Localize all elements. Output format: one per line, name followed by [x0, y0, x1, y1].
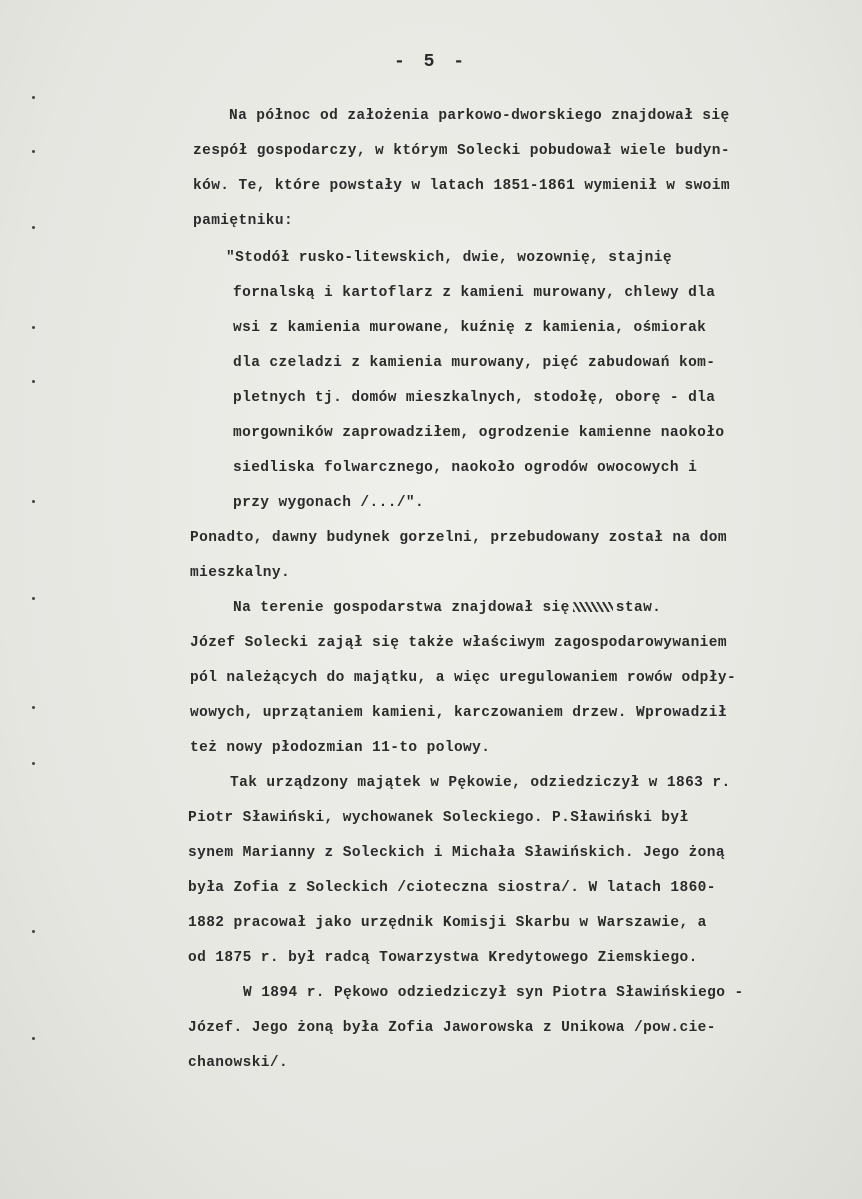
- quote-line: pletnych tj. domów mieszkalnych, stodołę, oborę - dla: [233, 390, 716, 406]
- text-line: mieszkalny.: [190, 565, 291, 581]
- margin-mark: [32, 96, 35, 99]
- page-number: - 5 -: [393, 52, 468, 72]
- strikeout-mark: [573, 602, 613, 612]
- quote-line: siedliska folwarcznego, naokoło ogrodów owocowych i: [233, 460, 698, 476]
- text-line: Na północ od założenia parkowo-dworskiego znajdował się: [229, 108, 730, 124]
- text-line: Józef. Jego żoną była Zofia Jaworowska z Unikowa /pow.cie-: [188, 1020, 716, 1036]
- margin-mark: [32, 500, 35, 503]
- text-line: chanowski/.: [188, 1055, 289, 1071]
- text-line: synem Marianny z Soleckich i Michała Sławińskich. Jego żoną: [188, 845, 725, 861]
- text-line: od 1875 r. był radcą Towarzystwa Kredytowego Ziemskiego.: [188, 950, 698, 966]
- quote-line: wsi z kamienia murowane, kuźnię z kamienia, ośmiorak: [233, 320, 707, 336]
- margin-mark: [32, 597, 35, 600]
- margin-mark: [32, 930, 35, 933]
- quote-line: przy wygonach /.../".: [233, 495, 425, 511]
- margin-mark: [32, 150, 35, 153]
- text-line: pól należących do majątku, a więc uregulowaniem rowów odpły-: [190, 670, 737, 686]
- text-line: też nowy płodozmian 11-to polowy.: [190, 740, 491, 756]
- text-segment: staw.: [615, 600, 662, 616]
- text-line: W 1894 r. Pękowo odziedziczył syn Piotra Sławińskiego -: [243, 985, 744, 1001]
- text-line: Piotr Sławiński, wychowanek Soleckiego. P.Sławiński był: [188, 810, 689, 826]
- text-line: była Zofia z Soleckich /cioteczna siostra/. W latach 1860-: [188, 880, 716, 896]
- margin-mark: [32, 380, 35, 383]
- text-line: Tak urządzony majątek w Pękowie, odziedziczył w 1863 r.: [230, 775, 731, 791]
- margin-mark: [32, 762, 35, 765]
- text-line: ków. Te, które powstały w latach 1851-1861 wymienił w swoim: [193, 178, 730, 194]
- text-line: zespół gospodarczy, w którym Solecki pobudował wiele budyn-: [193, 143, 730, 159]
- text-segment: Na terenie gospodarstwa znajdował się: [233, 600, 570, 616]
- margin-mark: [32, 326, 35, 329]
- quote-line: "Stodół rusko-litewskich, dwie, wozownię, stajnię: [226, 250, 672, 266]
- margin-mark: [32, 1037, 35, 1040]
- text-line: pamiętniku:: [193, 213, 294, 229]
- text-line: Józef Solecki zajął się także właściwym zagospodarowywaniem: [190, 635, 727, 651]
- quote-line: dla czeladzi z kamienia murowany, pięć zabudowań kom-: [233, 355, 716, 371]
- text-line: 1882 pracował jako urzędnik Komisji Skarbu w Warszawie, a: [188, 915, 707, 931]
- quote-line: morgowników zaprowadziłem, ogrodzenie kamienne naokoło: [233, 425, 725, 441]
- margin-mark: [32, 706, 35, 709]
- text-line: Ponadto, dawny budynek gorzelni, przebudowany został na dom: [190, 530, 727, 546]
- margin-mark: [32, 226, 35, 229]
- quote-line: fornalską i kartoflarz z kamieni murowany, chlewy dla: [233, 285, 716, 301]
- text-line: wowych, uprzątaniem kamieni, karczowaniem drzew. Wprowadził: [190, 705, 727, 721]
- text-line: [233, 600, 661, 616]
